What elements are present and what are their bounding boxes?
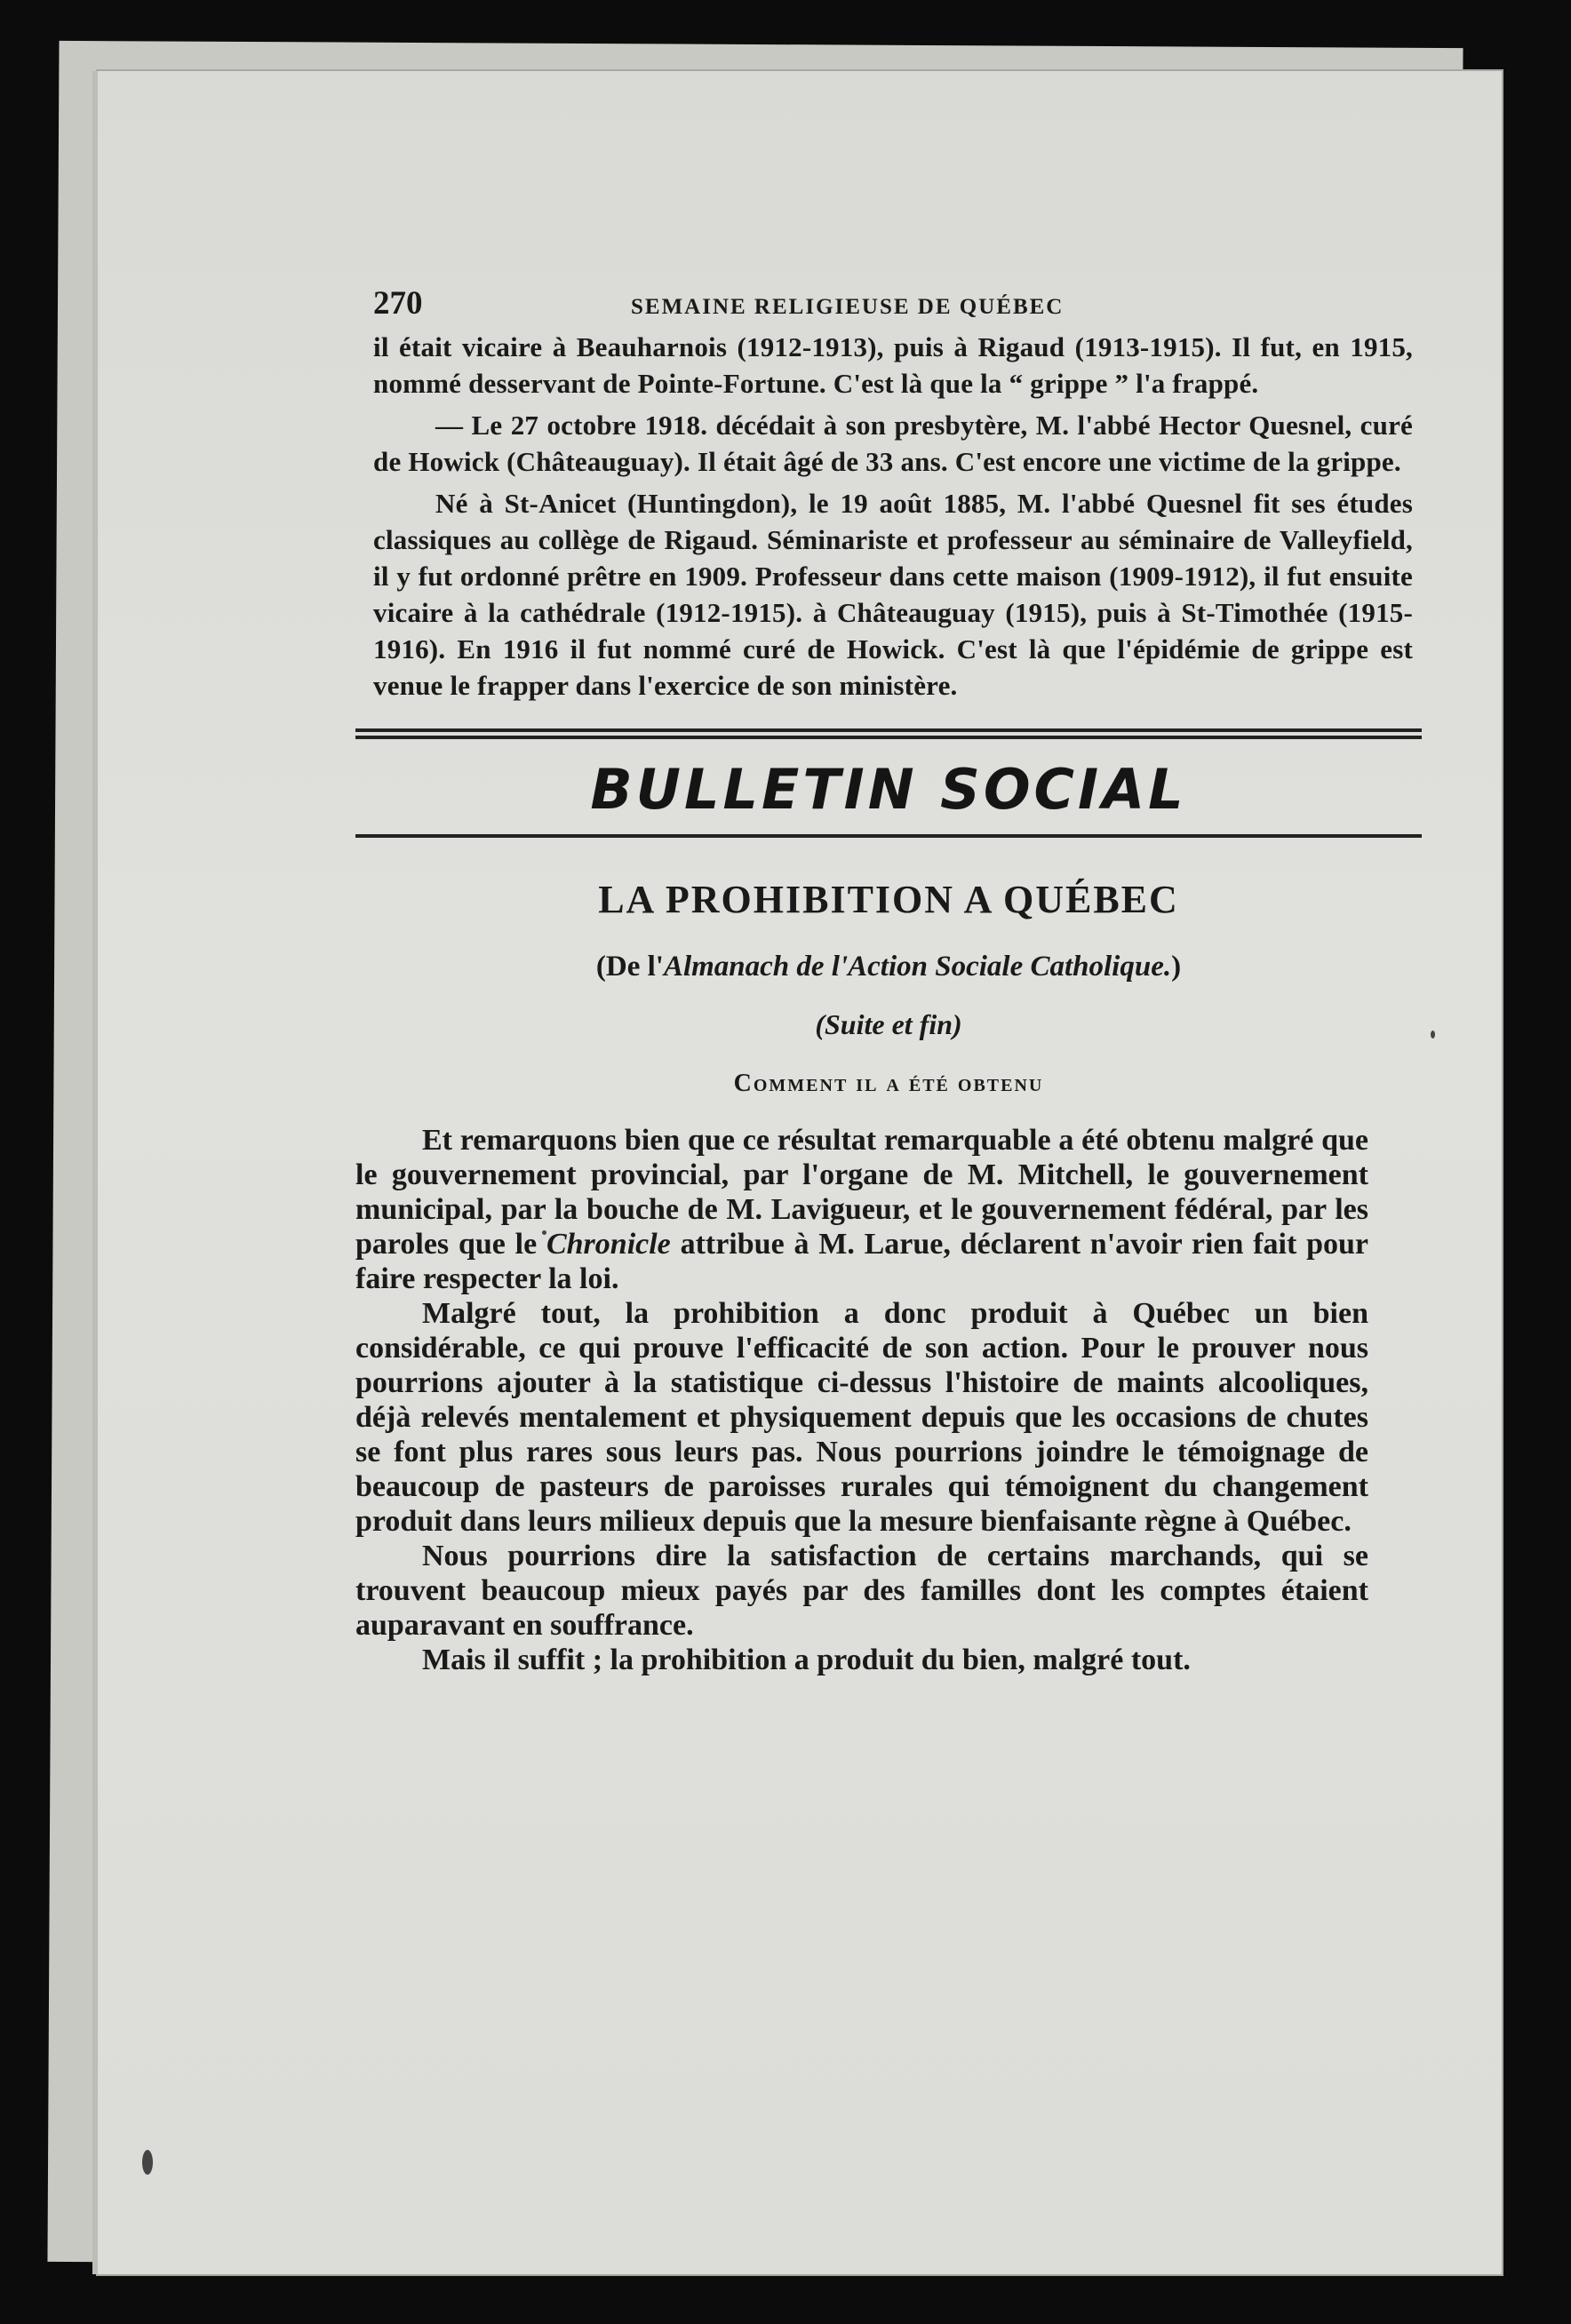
article-paragraph: Mais il suffit ; la prohibition a produit du bien, malgré tout. xyxy=(422,1644,1191,1676)
obituary-paragraph: Né à St-Anicet (Huntingdon), le 19 août 1885, M. l'abbé Quesnel fit ses études classiques au collège de Rigaud. Séminariste et professeur au séminaire de Valleyfield, il y fut ordonné prêtre en 1909. Professeur dans cette maison (1909-1912), il fut ensuite vicaire à la cathédrale (1912-1915). à Châteauguay (1915), puis à St-Timothée (1915-1916). En 1916 il fut nommé curé de Howick. C'est là que l'épidémie de grippe est venue le frapper dans l'exercice de son ministère. xyxy=(373,488,1413,701)
continuation-note xyxy=(355,1008,1422,1041)
article-subheading: Comment il a été obtenu xyxy=(733,1070,1044,1097)
source-publication: Almanach de l'Action Sociale Catholique. xyxy=(663,951,1172,983)
double-rule-divider xyxy=(355,728,1422,739)
scan-speck xyxy=(1431,1031,1435,1039)
continuation-open: ( xyxy=(815,1008,825,1040)
article-paragraph xyxy=(355,1123,1368,1296)
page-content xyxy=(275,284,1413,1677)
article-title: LA PROHIBITION A QUÉBEC xyxy=(598,878,1179,921)
paragraph-text: Et remarquons bien que ce résultat remarquable a été obtenu malgré que le gouvernement provincial, par l'organe de M. Mitchell, le gouvernement municipal, par la bouche de M. Lavigueur, et le gouvernement fédéral, par les paroles que le xyxy=(355,1124,1368,1261)
article-paragraph: Nous pourrions dire la satisfaction de certains marchands, qui se trouvent beaucoup mieux payés par des familles dont les comptes étaient auparavant en souffrance. xyxy=(355,1540,1368,1642)
continuation-text: Suite et fin xyxy=(824,1008,953,1040)
scan-speck xyxy=(142,2150,153,2175)
journal-title: SEMAINE RELIGIEUSE DE QUÉBEC xyxy=(631,295,1065,319)
rule-divider xyxy=(355,834,1422,838)
source-close: ) xyxy=(1171,951,1182,983)
article-paragraph: Malgré tout, la prohibition a donc produit à Québec un bien considérable, ce qui prouve l'efficacité de son action. Pour le prouver nous pourrions ajouter à la statistique ci-dessus l'histoire de maints alcooliques, déjà relevés mentalement et physiquement depuis que les occasions de chutes se font plus rares sous leurs pas. Nous pourrions joindre le témoignage de beaucoup de pasteurs de paroisses rurales qui témoignent du changement produit dans leurs milieux depuis que la mesure bienfaisante règne à Québec. xyxy=(355,1297,1368,1538)
newspaper-name: Chronicle xyxy=(546,1228,671,1261)
article-source xyxy=(355,951,1422,983)
source-open: (De l' xyxy=(595,951,664,983)
section-title: BULLETIN SOCIAL xyxy=(590,757,1187,822)
continuation-close: ) xyxy=(953,1008,962,1040)
obituary-paragraph: — Le 27 octobre 1918. décédait à son presbytère, M. l'abbé Hector Quesnel, curé de Howick (Châteauguay). Il était âgé de 33 ans. C'est encore une victime de la grippe. xyxy=(373,410,1413,477)
running-head xyxy=(373,284,1413,329)
paragraph-text: attribue à M. Larue, déclarent n'avoir rien fait pour faire respecter la loi. xyxy=(355,1228,1368,1295)
page-number: 270 xyxy=(373,285,423,322)
obituary-paragraph: il était vicaire à Beauharnois (1912-1913), puis à Rigaud (1913-1915). Il fut, en 1915, nommé desservant de Pointe-Fortune. C'est là que la “ grippe ” l'a frappé. xyxy=(373,331,1413,399)
